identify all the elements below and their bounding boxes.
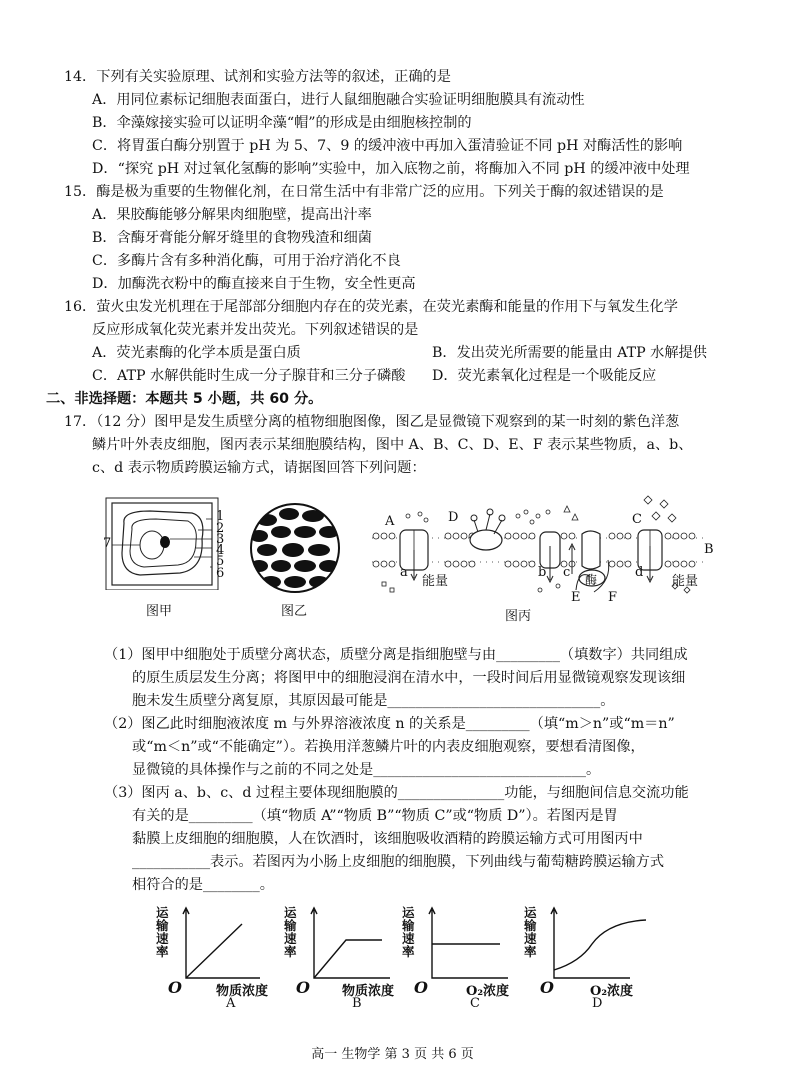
q17-stem-2: 鳞片叶外表皮细胞，图丙表示某细胞膜结构，图中 A、B、C、D、E、F 表示某些物质，a、b、	[92, 437, 693, 453]
graph-b-axes	[314, 910, 390, 978]
jia-label-6: 6	[216, 566, 225, 581]
graph-d-curve	[554, 920, 646, 970]
q14-option-d: D．“探究 pH 对过氧化氢酶的影响”实验中，加入底物之前，将酶加入不同 pH 的缓冲液中处理	[92, 161, 690, 177]
q17-1-line-1: （1）图甲中细胞处于质壁分离状态，质壁分离是指细胞壁与由_________（填数字）共同组成	[104, 647, 688, 663]
q17-2-line-1: （2）图乙此时细胞液浓度 m 与外界溶液浓度 n 的关系是_________（填“m＞n”或“m＝n”	[104, 716, 675, 732]
bing-energy-label-a: 能量	[422, 574, 449, 589]
q17-3-line-2: 有关的是_________（填“物质 A”“物质 B”“物质 C”或“物质 D”）。若图丙是胃	[132, 808, 618, 824]
q16-option-d: D．荧光素氧化过程是一个吸能反应	[432, 368, 657, 384]
jia-label-1: 1	[216, 509, 225, 524]
bing-label-C: C	[632, 512, 642, 527]
jia-label-3: 3	[216, 532, 225, 547]
q17-stem-3: c、d 表示物质跨膜运输方式，请据图回答下列问题：	[92, 460, 426, 476]
graph-b-xlabel: 物质浓度	[342, 984, 395, 999]
figure-yi-micrograph	[245, 502, 345, 594]
graph-b-id: B	[352, 996, 362, 1011]
bing-label-A: A	[385, 514, 395, 529]
jia-label-7: 7	[103, 536, 112, 551]
q17-3-line-4: ___________表示。若图丙为小肠上皮细胞的细胞膜，下列曲线与葡萄糖跨膜运输方式	[132, 854, 665, 870]
q14-option-b: B．伞藻嫁接实验可以证明伞藻“帽”的形成是由细胞核控制的	[92, 115, 472, 131]
bing-label-B: B	[704, 542, 714, 557]
graph-b-curve	[314, 940, 382, 978]
graph-a-ylabel: 运输速率	[156, 905, 169, 959]
q15-stem: 15．酶是极为重要的生物催化剂，在日常生活中有非常广泛的应用。下列关于酶的叙述错误的是	[64, 184, 664, 200]
jia-label-5: 5	[216, 554, 225, 569]
graph-b-origin: O	[296, 978, 310, 997]
graph-d-id: D	[592, 996, 603, 1011]
figure-bing-caption: 图丙	[505, 609, 532, 624]
q15-option-d: D．加酶洗衣粉中的酶直接来自于生物，安全性更高	[92, 276, 416, 292]
q14-option-a: A．用同位素标记细胞表面蛋白，进行人鼠细胞融合实验证明细胞膜具有流动性	[92, 92, 585, 108]
figure-bing-membrane	[368, 490, 718, 600]
bing-enzyme-label: 酶	[585, 573, 598, 587]
bing-label-d: d	[635, 565, 644, 580]
q16-stem-2: 反应形成氧化荧光素并发出荧光。下列叙述错误的是	[92, 322, 419, 338]
q15-option-a: A．果胶酶能够分解果肉细胞壁，提高出汁率	[92, 207, 372, 223]
q17-2-line-2: 或“m＜n”或“不能确定”）。若换用洋葱鳞片叶的内表皮细胞观察，要想看清图像，	[132, 739, 645, 755]
graph-c-origin: O	[414, 978, 428, 997]
q16-stem-1: 16．萤火虫发光机理在于尾部部分细胞内存在的荧光素，在荧光素酶和能量的作用下与氧发生化学	[64, 299, 678, 315]
q16-option-a: A．荧光素酶的化学本质是蛋白质	[92, 345, 301, 361]
figure-yi-caption: 图乙	[281, 604, 308, 619]
graph-c-id: C	[470, 996, 480, 1011]
q17-2-line-3: 显微镜的具体操作与之前的不同之处是______________________________。	[132, 762, 601, 778]
q17-1-line-3: 胞未发生质壁分离复原，其原因最可能是______________________________。	[132, 693, 615, 709]
graph-a-id: A	[226, 996, 236, 1011]
q17-3-line-3: 黏膜上皮细胞的细胞膜，人在饮酒时，该细胞吸收酒精的跨膜运输方式可用图丙中	[132, 831, 643, 847]
q15-option-b: B．含酶牙膏能分解牙缝里的食物残渣和细菌	[92, 230, 372, 246]
q17-3-line-1: （3）图丙 a、b、c、d 过程主要体现细胞膜的_______________功能，与细胞间信息交流功能	[104, 785, 689, 801]
figure-jia-caption: 图甲	[146, 604, 173, 619]
bing-energy-label-d: 能量	[672, 574, 699, 589]
graph-d-xlabel: O₂浓度	[590, 984, 634, 999]
bing-label-E: E	[571, 590, 581, 605]
bing-label-D: D	[448, 510, 459, 525]
q16-option-c: C．ATP 水解供能时生成一分子腺苷和三分子磷酸	[92, 368, 406, 384]
graph-a-xlabel: 物质浓度	[216, 984, 269, 999]
section-heading: 二、非选择题：本题共 5 小题，共 60 分。	[46, 391, 323, 407]
bing-label-c: c	[563, 565, 571, 580]
jia-label-2: 2	[216, 521, 225, 536]
graph-d-origin: O	[540, 978, 554, 997]
graph-d-ylabel: 运输速率	[524, 905, 537, 959]
jia-label-4: 4	[216, 543, 225, 558]
graph-c-xlabel: O₂浓度	[466, 984, 510, 999]
graph-a-origin: O	[168, 978, 182, 997]
graph-c-ylabel: 运输速率	[402, 905, 415, 959]
bing-label-F: F	[608, 590, 618, 605]
q15-option-c: C．多酶片含有多种消化酶，可用于治疗消化不良	[92, 253, 401, 269]
q14-stem: 14．下列有关实验原理、试剂和实验方法等的叙述，正确的是	[64, 69, 451, 85]
q17-1-line-2: 的原生质层发生分离；将图甲中的细胞浸润在清水中，一段时间后用显微镜观察发现该细	[132, 670, 686, 686]
bing-label-a: a	[400, 565, 408, 580]
q16-option-b: B．发出荧光所需要的能量由 ATP 水解提供	[432, 345, 707, 361]
graph-b-ylabel: 运输速率	[284, 905, 297, 959]
graph-a-curve	[186, 924, 242, 978]
page-footer: 高一 生物学 第 3 页 共 6 页	[311, 1047, 474, 1062]
q17-3-line-5: 相符合的是________。	[132, 877, 274, 893]
q17-stem-1: 17．（12 分）图甲是发生质壁分离的植物细胞图像，图乙是显微镜下观察到的某一时刻的紫色洋葱	[64, 414, 680, 430]
q14-option-c: C．将胃蛋白酶分别置于 pH 为 5、7、9 的缓冲液中再加入蛋清验证不同 pH 对酶活性的影响	[92, 138, 683, 154]
bing-label-b: b	[538, 565, 547, 580]
